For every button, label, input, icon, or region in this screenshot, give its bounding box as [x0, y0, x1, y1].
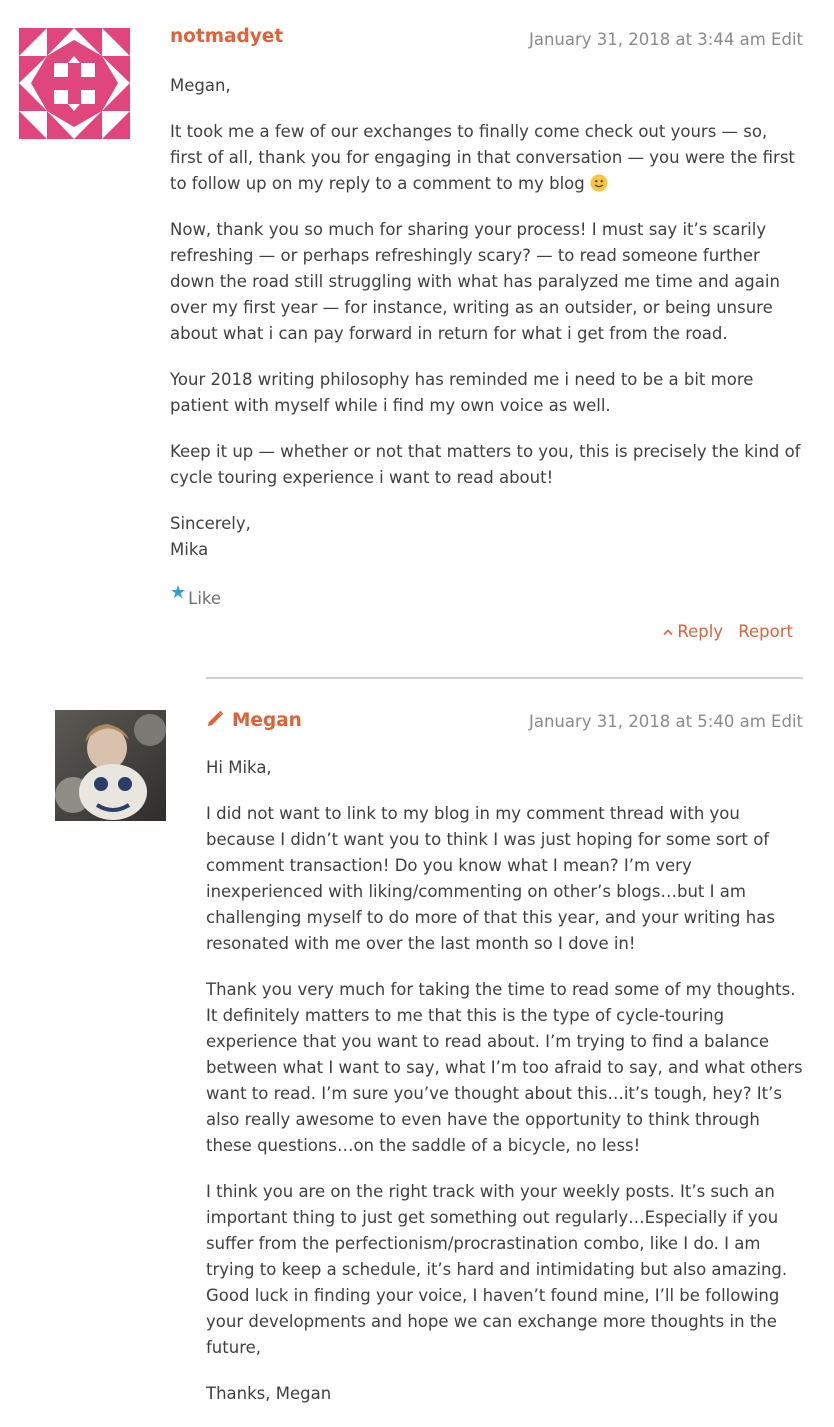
star-icon: ★	[170, 582, 187, 603]
comment-paragraph: It took me a few of our exchanges to finally come check out yours — so, first of all, thank you for engaging in that conversation — you were the first to follow up on my reply to a comment to my blog	[170, 122, 795, 193]
report-button[interactable]: Report	[738, 622, 793, 641]
comment-signoff: Sincerely, Mika	[170, 514, 251, 559]
author-name: Megan	[232, 710, 302, 731]
avatar[interactable]	[19, 28, 130, 139]
comment-meta	[529, 712, 803, 731]
comment-paragraph: Thanks, Megan	[206, 1384, 332, 1403]
comment-paragraph: Hi Mika,	[206, 758, 272, 777]
chevron-up-icon	[662, 626, 674, 638]
pencil-icon	[206, 710, 224, 728]
comment-paragraph: Keep it up — whether or not that matters to you, this is precisely the kind of cycle touring experience i want to read about!	[170, 442, 801, 487]
comment-paragraph: Your 2018 writing philosophy has reminded me i need to be a bit more patient with myself while i find my own voice as well.	[170, 370, 754, 415]
reply-button[interactable]: Reply	[662, 622, 723, 641]
comment-body	[206, 755, 804, 1427]
comment-actions	[662, 622, 793, 641]
edit-link[interactable]: Edit	[771, 30, 803, 49]
user-photo-avatar	[55, 710, 166, 821]
comment-megan	[0, 680, 834, 1426]
comment-paragraph: I think you are on the right track with your weekly posts. It’s such an important thing to just get something out regularly…Especially if you suffer from the perfectionism/procrastination combo, like I do. I am trying to keep a schedule, it’s hard and intimidating but also amazing. Good luck in finding your voice, I haven’t found mine, I’ll be following your developments and hope we can exchange more thoughts in the future,	[206, 1182, 788, 1357]
like-button[interactable]	[170, 582, 222, 609]
thread-divider	[206, 677, 803, 679]
comment-body	[170, 73, 804, 563]
comment-paragraph: I did not want to link to my blog in my comment thread with you because I didn’t want you to think I was just hoping for some sort of comment transaction! Do you know what I mean? I’m very inexperienced with liking/commenting on other’s blogs…but I am challenging myself to do more of that this year, and your writing has resonated with me over the last month so I dove in!	[206, 804, 775, 953]
comment-notmadyet	[0, 0, 834, 660]
comment-author[interactable]	[206, 710, 302, 731]
avatar[interactable]	[55, 710, 166, 821]
comment-paragraph: Megan,	[170, 76, 231, 95]
comment-paragraph: Thank you very much for taking the time to read some of my thoughts. It definitely matters to me that this is the type of cycle-touring experience that you want to read about. I’m trying to find a balance between what I want to say, what I’m too afraid to say, and what others want to read. I’m sure you’ve thought about this…it’s tough, hey? It’s also really awesome to even have the opportunity to think through these questions…on the saddle of a bicycle, no less!	[206, 980, 803, 1155]
comment-date[interactable]: January 31, 2018 at 5:40 am	[528, 712, 766, 731]
comment-author[interactable]: notmadyet	[170, 26, 284, 47]
identicon-avatar	[19, 28, 130, 139]
slight-smile-emoji	[590, 174, 608, 192]
edit-link[interactable]: Edit	[771, 712, 803, 731]
comment-paragraph: Now, thank you so much for sharing your process! I must say it’s scarily refreshing — or perhaps refreshingly scary? — to read someone further down the road still struggling with what has paralyzed me time and again over my first year — for instance, writing as an outsider, or being unsure about what i can pay forward in return for what i get from the road.	[170, 220, 780, 343]
comment-meta	[529, 30, 803, 49]
comment-date[interactable]: January 31, 2018 at 3:44 am	[528, 30, 766, 49]
like-label: Like	[188, 589, 222, 608]
